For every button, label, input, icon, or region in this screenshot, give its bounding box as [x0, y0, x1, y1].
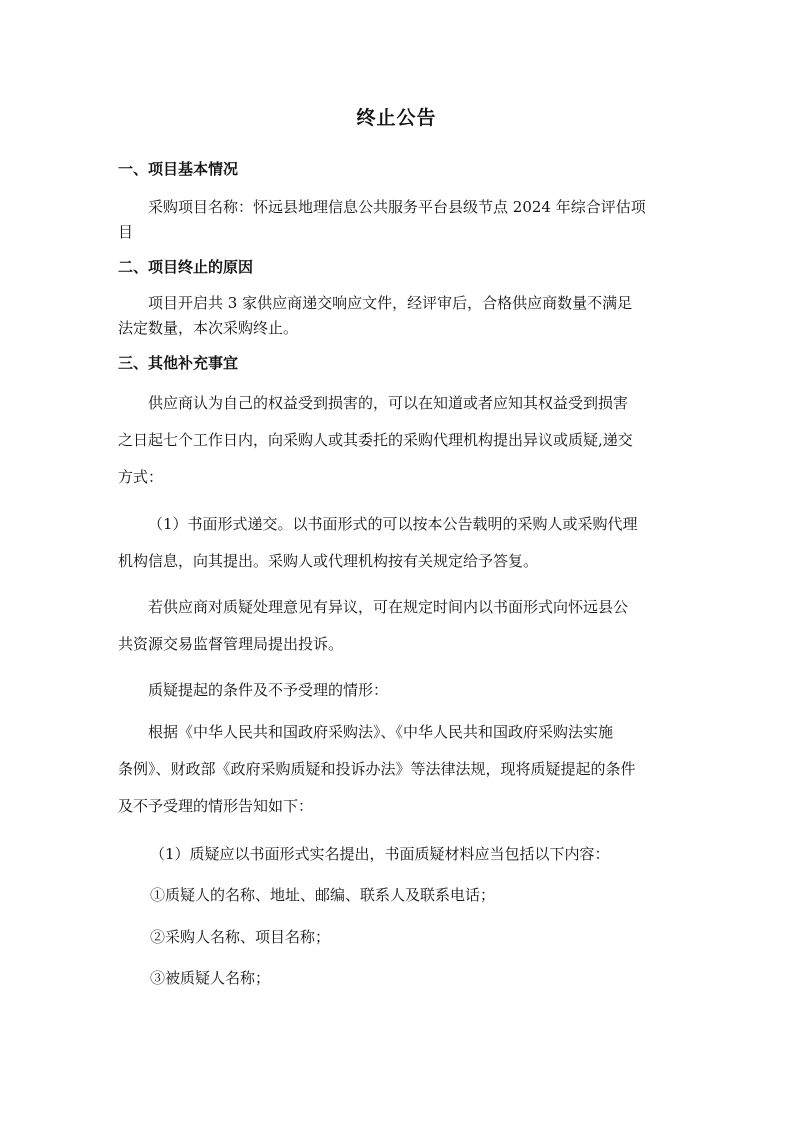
paragraph-line: 法定数量，本次采购终止。	[118, 319, 299, 337]
paragraph-line: 根据《中华人民共和国政府采购法》、《中华人民共和国政府采购法实施	[148, 723, 614, 741]
paragraph-rights-damage	[118, 385, 678, 496]
section-heading-other-matters: 三、其他补充事宜	[118, 354, 239, 372]
paragraph-query-conditions	[118, 672, 678, 709]
list-item: ①质疑人的名称、地址、邮编、联系人及联系电话；	[150, 886, 496, 904]
paragraph-line: 项目开启共 3 家供应商递交响应文件，经评审后，合格供应商数量不满足	[148, 294, 633, 312]
paragraph-line: 采购项目名称：怀远县地理信息公共服务平台县级节点 2024 年综合评估项	[148, 198, 646, 216]
page-title: 终止公告	[356, 107, 437, 129]
section-heading-termination-reason: 二、项目终止的原因	[118, 258, 254, 276]
section-heading-basic-info: 一、项目基本情况	[118, 160, 239, 178]
section-body-basic-info	[118, 195, 678, 245]
paragraph-line: 共资源交易监督管理局提出投诉。	[118, 635, 344, 653]
paragraph-line: 目	[118, 223, 134, 241]
paragraph-line: 条例》、财政部《政府采购质疑和投诉办法》等法律法规，现将质疑提起的条件	[118, 760, 636, 778]
paragraph-line: 供应商认为自己的权益受到损害的，可以在知道或者应知其权益受到损害	[148, 394, 629, 412]
paragraph-line: 方式：	[118, 468, 164, 486]
paragraph-line: （1）书面形式递交。以书面形式的可以按本公告载明的采购人或采购代理	[148, 515, 638, 533]
section-body-termination-reason	[118, 291, 678, 341]
paragraph-line: 及不予受理的情形告知如下：	[118, 797, 314, 815]
paragraph-complaint	[118, 589, 678, 663]
paragraph-legal-basis	[118, 714, 678, 825]
list-item: ②采购人名称、项目名称；	[150, 928, 331, 946]
paragraph-line: 质疑提起的条件及不予受理的情形：	[148, 681, 389, 699]
paragraph-line: 机构信息，向其提出。采购人或代理机构按有关规定给予答复。	[118, 552, 539, 570]
paragraph-line: 若供应商对质疑处理意见有异议，可在规定时间内以书面形式向怀远县公	[148, 598, 629, 616]
list-item: ③被质疑人名称；	[150, 969, 271, 987]
paragraph-written-submission	[118, 506, 678, 580]
list-item: （1）质疑应以书面形式实名提出，书面质疑材料应当包括以下内容：	[150, 845, 610, 863]
paragraph-line: 之日起七个工作日内，向采购人或其委托的采购代理机构提出异议或质疑,递交	[118, 431, 633, 449]
